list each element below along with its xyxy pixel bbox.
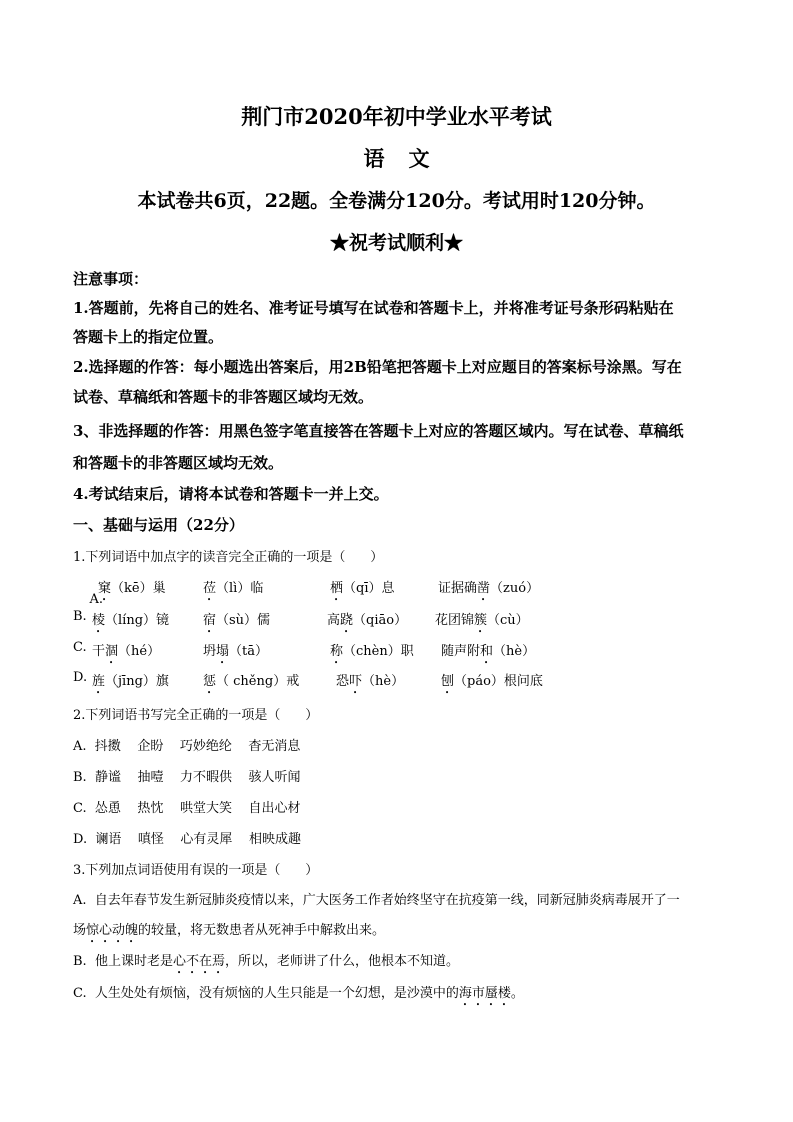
q1-option-c: C. [73, 640, 87, 655]
q1-d-word-1: 旌（jīng）旗 [92, 674, 169, 689]
note-2-line-1: 2.选择题的作答：每小题选出答案后，用2B铅笔把答题卡上对应题目的答案标号涂黑。写在 [73, 358, 682, 376]
subject-title: 语文 [363, 146, 454, 171]
section-1-heading: 一、基础与运用（22分） [73, 516, 244, 534]
note-4: 4.考试结束后，请将本试卷和答题卡一并上交。 [73, 485, 389, 503]
exam-title: 荆门市2020年初中学业水平考试 [241, 104, 552, 129]
option-label: A. [89, 592, 104, 607]
note-1-line-1: 1.答题前，先将自己的姓名、准考证号填写在试卷和答题卡上，并将准考证号条形码粘贴在 [73, 299, 674, 317]
q2-stem: 2.下列词语书写完全正确的一项是（ ） [73, 708, 319, 723]
q1-b-word-3: 高跷（qiāo） [327, 613, 408, 628]
q1-b-word-1: 棱（líng）镜 [92, 613, 170, 628]
note-3-line-2: 和答题卡的非答题区域均无效。 [73, 454, 284, 472]
note-2-line-2: 试卷、草稿纸和答题卡的非答题区域均无效。 [73, 388, 374, 406]
q1-d-word-4: 刨（páo）根问底 [441, 674, 543, 689]
q1-d-word-2: 惩（ chěng）戒 [203, 674, 300, 689]
q3-option-b: B. 他上课时老是心不在焉，所以，老师讲了什么，他根本不知道。 [73, 954, 459, 969]
q1-b-word-2: 宿（sù）儒 [203, 613, 271, 628]
q1-b-word-4: 花团锦簇（cù） [435, 613, 529, 628]
q1-d-word-3: 恐吓（hè） [336, 674, 405, 689]
q2-option-c: C. 怂恿 热忱 哄堂大笑 自出心材 [73, 801, 301, 816]
q1-c-word-3: 称（chèn）职 [330, 644, 414, 659]
q1-a-word-3: 栖（qī）息 [330, 581, 395, 596]
q1-option-b: B. [73, 609, 87, 624]
q3-stem: 3.下列加点词语使用有误的一项是（ ） [73, 863, 319, 878]
q1-option-d: D. [73, 670, 88, 685]
q2-option-a: A. 抖擞 企盼 巧妙绝纶 杳无消息 [73, 739, 301, 754]
exam-info: 本试卷共6页，22题。全卷满分120分。考试用时120分钟。 [137, 190, 656, 212]
q1-a-word-2: 莅（lì）临 [203, 581, 264, 596]
q3-option-a-line-1: A. 自去年春节发生新冠肺炎疫情以来，广大医务工作者始终坚守在抗疫第一线，同新冠肺炎病毒展开了一 [73, 893, 680, 908]
q1-c-word-2: 坍塌（tā） [203, 644, 269, 659]
q1-c-word-4: 随声附和（hè） [441, 644, 536, 659]
q1-c-word-1: 干涸（hé） [92, 644, 161, 659]
q2-option-b: B. 静谧 抽噎 力不暇供 骇人听闻 [73, 770, 301, 785]
q3-option-c: C. 人生处处有烦恼，没有烦恼的人生只能是一个幻想，是沙漠中的海市蜃楼。 [73, 986, 524, 1001]
q3-option-a-line-2: 场惊心动魄的较量，将无数患者从死神手中解救出来。 [73, 923, 386, 938]
q1-a-word-4: 证据确凿（zuó） [438, 581, 540, 596]
notes-heading: 注意事项： [73, 270, 149, 288]
q1-a-word-1: 窠（kē）巢 [98, 581, 166, 596]
good-luck-banner: ★祝考试顺利★ [329, 232, 463, 254]
note-1-line-2: 答题卡上的指定位置。 [73, 328, 224, 346]
note-3-line-1: 3、非选择题的作答：用黑色签字笔直接答在答题卡上对应的答题区域内。写在试卷、草稿纸 [73, 422, 684, 440]
q2-option-d: D. 谰语 嗔怪 心有灵犀 相映成趣 [73, 832, 301, 847]
q1-stem: 1.下列词语中加点字的读音完全正确的一项是（ ） [73, 550, 384, 565]
